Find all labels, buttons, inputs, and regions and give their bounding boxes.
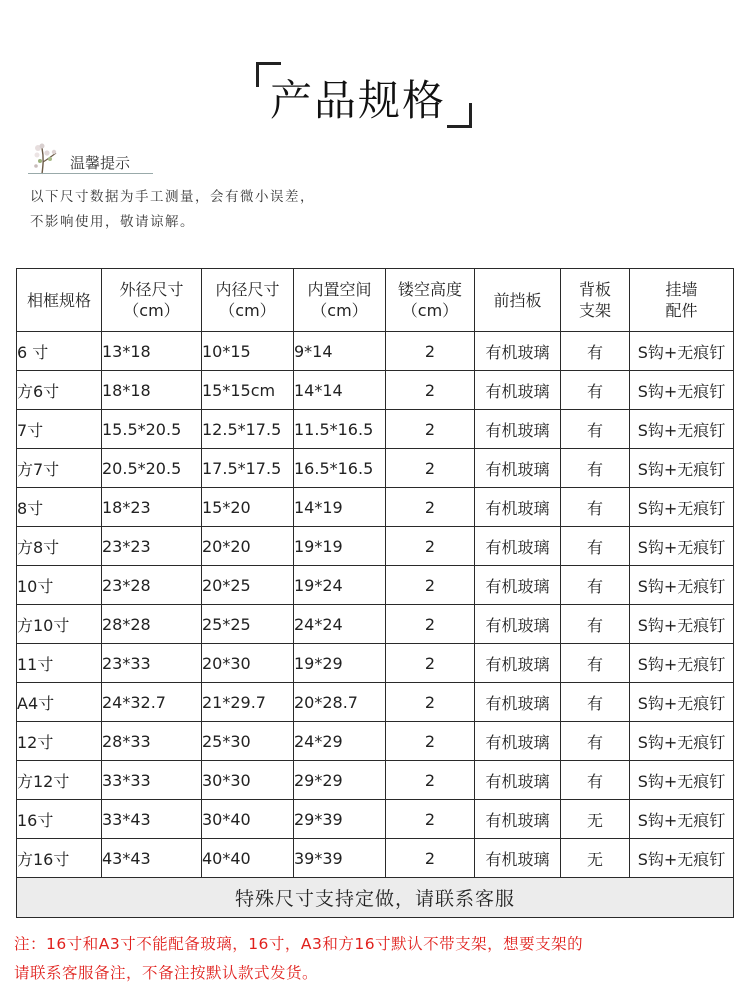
size-cell: 方12寸	[17, 761, 102, 800]
inner-size-cell: 30*30	[202, 761, 294, 800]
tips-text	[30, 185, 315, 235]
back-stand-cell: 有	[561, 449, 630, 488]
wall-accessory-cell: S钩+无痕钉	[630, 839, 734, 878]
inner-size-cell: 25*30	[202, 722, 294, 761]
note-line-2: 请联系客服备注，不备注按默认款式发货。	[14, 964, 319, 982]
table-row	[17, 449, 734, 488]
flower-icon	[28, 142, 68, 176]
outer-size-cell: 13*18	[102, 332, 202, 371]
back-stand-cell: 有	[561, 644, 630, 683]
table-row	[17, 800, 734, 839]
outer-size-cell: 28*33	[102, 722, 202, 761]
inner-size-cell: 12.5*17.5	[202, 410, 294, 449]
spec-table	[16, 268, 734, 918]
note-text	[14, 930, 739, 988]
outer-size-cell: 43*43	[102, 839, 202, 878]
front-panel-cell: 有机玻璃	[475, 644, 561, 683]
back-stand-cell: 有	[561, 488, 630, 527]
table-row	[17, 332, 734, 371]
inner-space-cell: 20*28.7	[294, 683, 386, 722]
table-row	[17, 722, 734, 761]
table-row	[17, 839, 734, 878]
inner-size-cell: 10*15	[202, 332, 294, 371]
inner-space-cell: 19*19	[294, 527, 386, 566]
back-stand-cell: 有	[561, 371, 630, 410]
inner-size-cell: 25*25	[202, 605, 294, 644]
custom-size-footer: 特殊尺寸支持定做，请联系客服	[17, 878, 734, 918]
front-panel-cell: 有机玻璃	[475, 839, 561, 878]
back-stand-cell: 有	[561, 332, 630, 371]
wall-accessory-cell: S钩+无痕钉	[630, 722, 734, 761]
header-cell: 挂墙 配件	[630, 269, 734, 332]
back-stand-cell: 有	[561, 722, 630, 761]
table-header-row	[17, 269, 734, 332]
outer-size-cell: 18*23	[102, 488, 202, 527]
outer-size-cell: 24*32.7	[102, 683, 202, 722]
tips-underline	[28, 173, 153, 174]
front-panel-cell: 有机玻璃	[475, 683, 561, 722]
front-panel-cell: 有机玻璃	[475, 371, 561, 410]
hollow-height-cell: 2	[386, 332, 475, 371]
front-panel-cell: 有机玻璃	[475, 332, 561, 371]
inner-space-cell: 16.5*16.5	[294, 449, 386, 488]
inner-space-cell: 19*24	[294, 566, 386, 605]
table-row	[17, 527, 734, 566]
hollow-height-cell: 2	[386, 566, 475, 605]
size-cell: 方16寸	[17, 839, 102, 878]
inner-space-cell: 11.5*16.5	[294, 410, 386, 449]
inner-space-cell: 29*39	[294, 800, 386, 839]
wall-accessory-cell: S钩+无痕钉	[630, 449, 734, 488]
front-panel-cell: 有机玻璃	[475, 566, 561, 605]
table-row	[17, 488, 734, 527]
inner-space-cell: 24*24	[294, 605, 386, 644]
table-row	[17, 371, 734, 410]
inner-size-cell: 20*30	[202, 644, 294, 683]
table-row	[17, 410, 734, 449]
table-row	[17, 644, 734, 683]
inner-space-cell: 9*14	[294, 332, 386, 371]
header-cell: 相框规格	[17, 269, 102, 332]
size-cell: 方8寸	[17, 527, 102, 566]
table-body	[17, 332, 734, 878]
page-title: 产品规格	[270, 76, 447, 125]
hollow-height-cell: 2	[386, 644, 475, 683]
wall-accessory-cell: S钩+无痕钉	[630, 527, 734, 566]
back-stand-cell: 有	[561, 761, 630, 800]
front-panel-cell: 有机玻璃	[475, 410, 561, 449]
wall-accessory-cell: S钩+无痕钉	[630, 566, 734, 605]
hollow-height-cell: 2	[386, 683, 475, 722]
wall-accessory-cell: S钩+无痕钉	[630, 605, 734, 644]
size-cell: 10寸	[17, 566, 102, 605]
outer-size-cell: 15.5*20.5	[102, 410, 202, 449]
inner-size-cell: 20*20	[202, 527, 294, 566]
title-bracket-bottom-right	[447, 103, 472, 128]
wall-accessory-cell: S钩+无痕钉	[630, 488, 734, 527]
front-panel-cell: 有机玻璃	[475, 527, 561, 566]
inner-space-cell: 29*29	[294, 761, 386, 800]
inner-size-cell: 40*40	[202, 839, 294, 878]
wall-accessory-cell: S钩+无痕钉	[630, 332, 734, 371]
outer-size-cell: 18*18	[102, 371, 202, 410]
outer-size-cell: 33*43	[102, 800, 202, 839]
table-footer-row	[17, 878, 734, 918]
wall-accessory-cell: S钩+无痕钉	[630, 761, 734, 800]
header-cell: 外径尺寸 （cm）	[102, 269, 202, 332]
tips-label: 温馨提示	[70, 154, 131, 172]
header-cell: 背板 支架	[561, 269, 630, 332]
inner-space-cell: 39*39	[294, 839, 386, 878]
outer-size-cell: 23*23	[102, 527, 202, 566]
outer-size-cell: 23*28	[102, 566, 202, 605]
size-cell: 方10寸	[17, 605, 102, 644]
size-cell: 6 寸	[17, 332, 102, 371]
inner-space-cell: 14*14	[294, 371, 386, 410]
inner-space-cell: 24*29	[294, 722, 386, 761]
size-cell: 方6寸	[17, 371, 102, 410]
header-cell: 内置空间 （cm）	[294, 269, 386, 332]
hollow-height-cell: 2	[386, 371, 475, 410]
inner-size-cell: 17.5*17.5	[202, 449, 294, 488]
front-panel-cell: 有机玻璃	[475, 488, 561, 527]
wall-accessory-cell: S钩+无痕钉	[630, 410, 734, 449]
wall-accessory-cell: S钩+无痕钉	[630, 371, 734, 410]
table-row	[17, 761, 734, 800]
inner-space-cell: 14*19	[294, 488, 386, 527]
size-cell: A4寸	[17, 683, 102, 722]
outer-size-cell: 28*28	[102, 605, 202, 644]
outer-size-cell: 33*33	[102, 761, 202, 800]
outer-size-cell: 23*33	[102, 644, 202, 683]
size-cell: 方7寸	[17, 449, 102, 488]
back-stand-cell: 无	[561, 800, 630, 839]
hollow-height-cell: 2	[386, 722, 475, 761]
size-cell: 7寸	[17, 410, 102, 449]
back-stand-cell: 无	[561, 839, 630, 878]
wall-accessory-cell: S钩+无痕钉	[630, 683, 734, 722]
table-row	[17, 605, 734, 644]
hollow-height-cell: 2	[386, 800, 475, 839]
front-panel-cell: 有机玻璃	[475, 761, 561, 800]
back-stand-cell: 有	[561, 410, 630, 449]
size-cell: 12寸	[17, 722, 102, 761]
tips-line-1: 以下尺寸数据为手工测量，会有微小误差，	[30, 189, 315, 205]
back-stand-cell: 有	[561, 683, 630, 722]
hollow-height-cell: 2	[386, 449, 475, 488]
title-block	[248, 60, 478, 130]
note-line-1: 注：16寸和A3寸不能配备玻璃，16寸，A3和方16寸默认不带支架，想要支架的	[14, 935, 584, 953]
inner-size-cell: 21*29.7	[202, 683, 294, 722]
back-stand-cell: 有	[561, 605, 630, 644]
hollow-height-cell: 2	[386, 839, 475, 878]
back-stand-cell: 有	[561, 527, 630, 566]
back-stand-cell: 有	[561, 566, 630, 605]
header-cell: 内径尺寸 （cm）	[202, 269, 294, 332]
inner-space-cell: 19*29	[294, 644, 386, 683]
front-panel-cell: 有机玻璃	[475, 722, 561, 761]
hollow-height-cell: 2	[386, 527, 475, 566]
hollow-height-cell: 2	[386, 410, 475, 449]
header-cell: 镂空高度 （cm）	[386, 269, 475, 332]
hollow-height-cell: 2	[386, 488, 475, 527]
inner-size-cell: 30*40	[202, 800, 294, 839]
tips-header	[28, 142, 228, 176]
size-cell: 8寸	[17, 488, 102, 527]
header-cell: 前挡板	[475, 269, 561, 332]
wall-accessory-cell: S钩+无痕钉	[630, 800, 734, 839]
table-row	[17, 566, 734, 605]
inner-size-cell: 15*20	[202, 488, 294, 527]
outer-size-cell: 20.5*20.5	[102, 449, 202, 488]
front-panel-cell: 有机玻璃	[475, 449, 561, 488]
size-cell: 16寸	[17, 800, 102, 839]
inner-size-cell: 15*15cm	[202, 371, 294, 410]
tips-line-2: 不影响使用，敬请谅解。	[30, 214, 195, 230]
front-panel-cell: 有机玻璃	[475, 800, 561, 839]
table-row	[17, 683, 734, 722]
hollow-height-cell: 2	[386, 761, 475, 800]
hollow-height-cell: 2	[386, 605, 475, 644]
inner-size-cell: 20*25	[202, 566, 294, 605]
size-cell: 11寸	[17, 644, 102, 683]
front-panel-cell: 有机玻璃	[475, 605, 561, 644]
wall-accessory-cell: S钩+无痕钉	[630, 644, 734, 683]
